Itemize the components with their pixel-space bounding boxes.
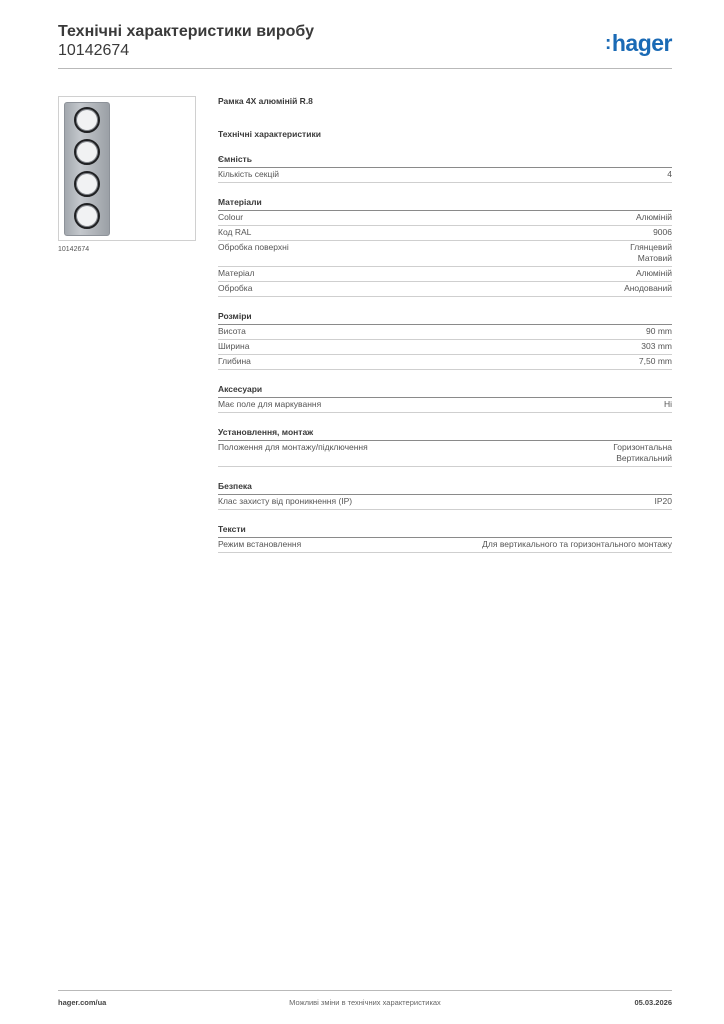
spec-value: [636, 268, 672, 279]
spec-value: [655, 496, 673, 507]
spec-label: Кількість секцій: [218, 169, 279, 179]
spec-group: [218, 197, 672, 297]
spec-value: [636, 212, 672, 223]
header-divider: [58, 68, 672, 69]
spec-group: [218, 524, 672, 553]
spec-group-title: Аксесуари: [218, 384, 672, 398]
spec-row: [218, 355, 672, 370]
spec-value-line: Алюміній: [636, 212, 672, 222]
spec-value-line: 90 mm: [646, 326, 672, 336]
spec-group: [218, 154, 672, 183]
spec-value: [613, 442, 672, 464]
spec-group-title: Безпека: [218, 481, 672, 495]
spec-row: [218, 398, 672, 413]
spec-label: Режим встановлення: [218, 539, 302, 549]
spec-label: Глибина: [218, 356, 251, 366]
spec-label: Colour: [218, 212, 244, 222]
footer-date: 05.03.2026: [634, 998, 672, 1007]
spec-heading: Технічні характеристики: [218, 129, 321, 139]
spec-value: [653, 227, 672, 238]
spec-value-line: Ні: [663, 399, 672, 409]
spec-label: Положення для монтажу/підключення: [218, 442, 368, 452]
spec-value-line: Вертикальний: [616, 453, 672, 463]
spec-value: [646, 326, 672, 337]
spec-value-line: Глянцевий: [630, 242, 672, 252]
spec-groups: [218, 154, 672, 553]
spec-label: Висота: [218, 326, 246, 336]
frame-plate: [64, 102, 110, 236]
hager-logo: [605, 30, 672, 57]
spec-label: Обробка поверхні: [218, 242, 289, 252]
spec-group: [218, 384, 672, 413]
product-number: 10142674: [58, 42, 130, 59]
spec-value-line: 9006: [653, 227, 672, 237]
spec-row: [218, 441, 672, 467]
spec-row: [218, 538, 672, 553]
spec-group: [218, 311, 672, 370]
footer-note: Можливі зміни в технічних характеристиках: [289, 998, 441, 1007]
spec-row: [218, 241, 672, 267]
spec-label: Має поле для маркування: [218, 399, 322, 409]
spec-value-line: Алюміній: [636, 268, 672, 278]
spec-value-line: 303 mm: [641, 341, 672, 351]
frame-opening-3: [74, 171, 100, 197]
spec-label: Код RAL: [218, 227, 252, 237]
spec-value: [482, 539, 672, 550]
spec-group-title: Тексти: [218, 524, 672, 538]
spec-row: [218, 495, 672, 510]
frame-opening-2: [74, 139, 100, 165]
spec-value: [641, 341, 672, 352]
spec-label: Клас захисту від проникнення (IP): [218, 496, 353, 506]
spec-label: Ширина: [218, 341, 250, 351]
spec-group: [218, 427, 672, 467]
spec-value-line: IP20: [654, 496, 672, 506]
logo-text: hager: [611, 30, 672, 56]
spec-value-line: Анодований: [624, 283, 672, 293]
spec-group-title: Установлення, монтаж: [218, 427, 672, 441]
spec-group-title: Ємність: [218, 154, 672, 168]
frame-opening-1: [74, 107, 100, 133]
spec-row: [218, 211, 672, 226]
spec-value: [630, 242, 672, 264]
logo-colon: :: [605, 33, 611, 54]
spec-row: [218, 325, 672, 340]
document-title: Технічні характеристики виробу: [58, 23, 314, 40]
spec-value: [624, 283, 672, 294]
spec-row: [218, 226, 672, 241]
spec-group: [218, 481, 672, 510]
spec-content: [218, 96, 672, 553]
spec-value: [667, 169, 672, 180]
spec-value-line: Горизонтальна: [613, 442, 672, 452]
spec-group-title: Розміри: [218, 311, 672, 325]
page-header: [58, 22, 672, 60]
spec-value: [639, 356, 672, 367]
spec-row: [218, 267, 672, 282]
spec-value-line: 7,50 mm: [638, 356, 672, 366]
spec-value: [664, 399, 672, 410]
footer-divider: [58, 990, 672, 991]
spec-row: [218, 168, 672, 183]
spec-label: Матеріал: [218, 268, 255, 278]
spec-row: [218, 340, 672, 355]
spec-value-line: Матовий: [637, 253, 672, 263]
product-image: [58, 96, 196, 241]
spec-row: [218, 282, 672, 297]
spec-value-line: Для вертикального та горизонтального монтажу: [482, 539, 672, 549]
spec-group-title: Матеріали: [218, 197, 672, 211]
spec-value-line: 4: [667, 169, 672, 179]
product-name: Рамка 4X алюміній R.8: [218, 96, 313, 106]
image-caption: 10142674: [58, 246, 90, 253]
spec-label: Обробка: [218, 283, 253, 293]
frame-opening-4: [74, 203, 100, 229]
footer-site-link[interactable]: hager.com/ua: [58, 998, 107, 1007]
